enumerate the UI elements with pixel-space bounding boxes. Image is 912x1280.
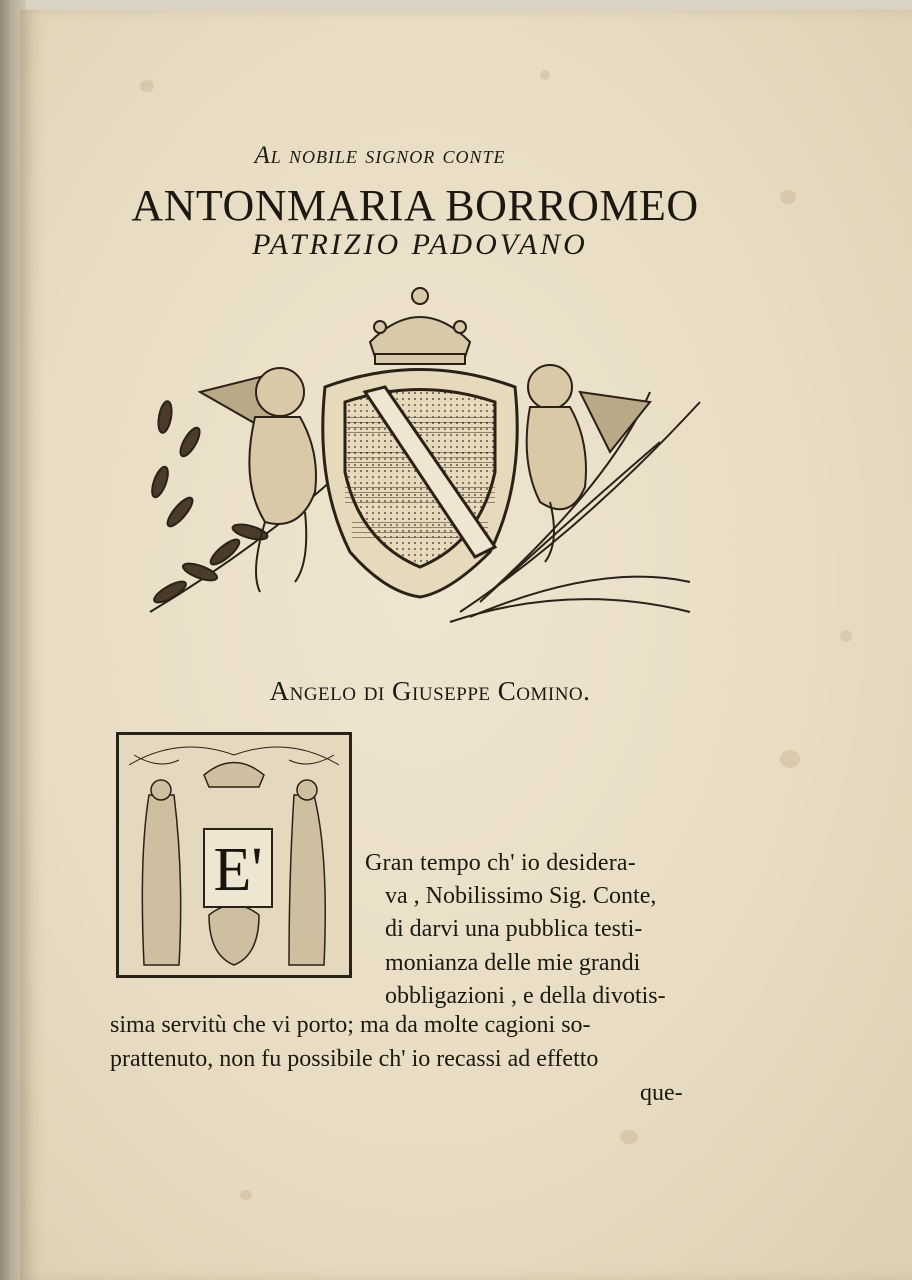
body-line: va , Nobilissimo Sig. Conte, [385,883,657,909]
left-figure-icon [142,795,180,965]
dedicatee-title: PATRIZIO PADOVANO [252,228,588,261]
body-line: di darvi una pubblica testi- [385,916,643,942]
dedicatee-name: ANTONMARIA BORROMEO [131,181,699,230]
catchword: que- [640,1080,683,1106]
body-line: sima servitù che vi porto; ma da molte cagioni so- [110,1012,591,1038]
right-figure-icon [289,795,325,965]
body-line: prattenuto, non fu possibile ch' io recassi ad effetto [110,1046,599,1072]
drop-cap-letter: E' [203,828,273,908]
mask-icon [209,905,259,965]
coat-of-arms-engraving [130,282,710,652]
crown-icon [370,288,470,364]
body-line: obbligazioni , e della divotis- [385,983,666,1009]
right-cherub-icon [527,365,650,562]
initial-crown-icon [204,763,264,788]
dedication-line: Al nobile signor conte [254,142,506,169]
body-line: monianza delle mie grandi [385,950,641,976]
body-line: Gran tempo ch' io desidera- [365,850,636,876]
shield-icon [323,370,517,598]
signature-line: Angelo di Giuseppe Comino. [269,676,591,706]
